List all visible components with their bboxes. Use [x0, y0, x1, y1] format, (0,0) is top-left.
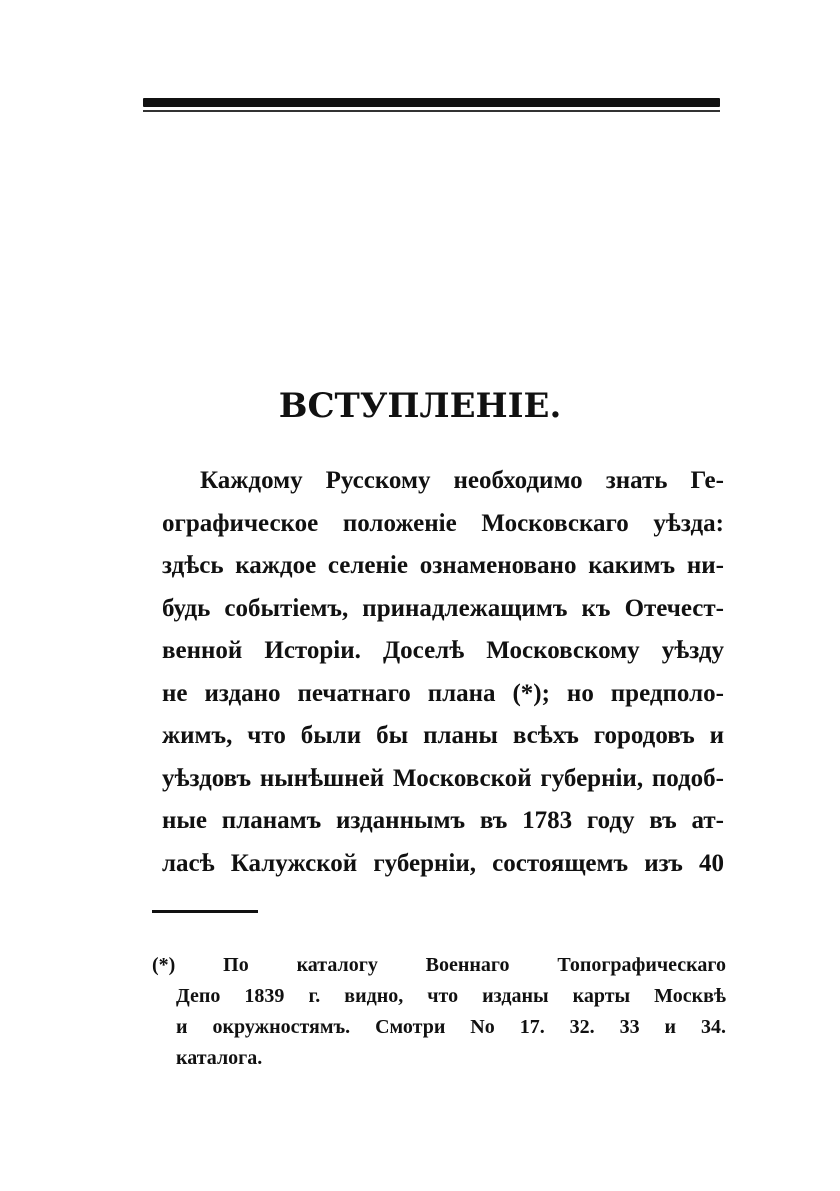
word: состоящемъ	[492, 849, 629, 877]
word: въ	[649, 807, 677, 834]
footnote-line	[152, 950, 726, 981]
paragraph-line	[162, 630, 724, 673]
word: и	[176, 1016, 188, 1038]
body-paragraph	[162, 460, 724, 885]
paragraph-line	[162, 758, 724, 801]
word: здѣсь	[162, 552, 224, 579]
word: будь	[162, 594, 211, 622]
paragraph-line	[162, 800, 724, 843]
word: Доселѣ	[382, 637, 465, 664]
word: Военнаго	[425, 954, 510, 976]
word: Депо	[176, 985, 221, 1007]
footnote-line	[152, 981, 726, 1012]
word: (*);	[512, 679, 550, 707]
word: ографическое	[162, 509, 319, 537]
word: Москвѣ	[654, 985, 726, 1007]
word: печатнаго	[297, 679, 411, 707]
paragraph-line	[162, 503, 724, 546]
word: бы	[376, 722, 409, 749]
word: каталогу	[296, 954, 378, 976]
word: были	[300, 722, 362, 749]
word: Смотри	[375, 1016, 446, 1038]
word: ат-	[691, 807, 724, 834]
word: знать	[605, 467, 668, 494]
word: подоб-	[651, 764, 724, 792]
word: Калужской	[230, 849, 358, 877]
word: уѣзда:	[653, 509, 724, 537]
paragraph-line	[162, 460, 724, 503]
word: планамъ	[221, 807, 322, 834]
word: карты	[572, 985, 631, 1007]
word: ознаменовано	[419, 552, 577, 579]
word: Исторіи.	[264, 637, 361, 664]
footnote	[152, 950, 726, 1074]
word: 1839	[244, 985, 285, 1007]
word: Русскому	[325, 467, 431, 494]
paragraph-line	[162, 588, 724, 631]
word: (*)	[152, 954, 176, 976]
word: Топографическаго	[557, 954, 726, 976]
word: ласѣ	[162, 849, 215, 877]
paragraph-line	[162, 545, 724, 588]
word: Отечест-	[624, 594, 724, 622]
word: 32.	[569, 1016, 595, 1038]
word: 1783	[522, 807, 573, 834]
word: 17.	[519, 1016, 545, 1038]
word: что	[427, 985, 459, 1007]
footnote-line	[152, 1012, 726, 1043]
word: ные	[162, 807, 208, 834]
section-heading: ВСТУПЛЕНІЕ.	[278, 386, 562, 426]
word: 33	[619, 1016, 640, 1038]
word: издано	[204, 679, 281, 707]
word: планы	[423, 722, 498, 749]
word: окружностямъ.	[212, 1016, 351, 1038]
word: губерніи,	[540, 764, 644, 792]
word: событіемъ,	[224, 594, 349, 622]
word: принадлежащимъ	[362, 594, 568, 622]
word: 40	[698, 849, 724, 877]
word: селеніе	[327, 552, 408, 579]
word: каталога.	[176, 1047, 263, 1069]
paragraph-line	[162, 673, 724, 716]
word: плана	[427, 679, 496, 707]
word: къ	[581, 594, 611, 622]
word: изъ	[644, 849, 683, 877]
word: предполо-	[610, 679, 724, 707]
word: губерніи,	[373, 849, 477, 877]
word: ни-	[686, 552, 724, 579]
word: Московскаго	[481, 509, 629, 537]
word: уѣзду	[661, 637, 724, 664]
word: не	[162, 679, 188, 707]
word: году	[586, 807, 635, 834]
word: но	[566, 679, 594, 707]
word: изданнымъ	[336, 807, 466, 834]
word: что	[247, 722, 286, 749]
paragraph-line	[162, 843, 724, 886]
word: каждое	[235, 552, 317, 579]
word: городовъ	[593, 722, 695, 749]
word: изданы	[482, 985, 549, 1007]
word: No	[470, 1016, 495, 1038]
top-rule-thin	[143, 110, 720, 112]
word: 34.	[700, 1016, 726, 1038]
word: видно,	[344, 985, 404, 1007]
word: и	[664, 1016, 677, 1038]
word: Московскому	[486, 637, 640, 664]
word: Каждому	[200, 467, 303, 494]
word: необходимо	[453, 467, 583, 494]
word: въ	[479, 807, 508, 834]
word: какимъ	[588, 552, 676, 579]
word: Ге-	[690, 467, 724, 494]
word: уѣздовъ	[162, 764, 252, 792]
word: и	[709, 722, 724, 749]
word: г.	[308, 985, 321, 1007]
word: нынѣшней	[259, 764, 385, 792]
word: венной	[162, 637, 243, 664]
word: жимъ,	[162, 722, 233, 749]
word: всѣхъ	[512, 722, 579, 749]
top-rule	[143, 98, 720, 107]
word: По	[223, 954, 249, 976]
word: положеніе	[342, 509, 457, 537]
word: Московской	[392, 764, 532, 792]
footnote-rule	[152, 910, 258, 913]
paragraph-line	[162, 715, 724, 758]
footnote-line	[152, 1043, 726, 1074]
